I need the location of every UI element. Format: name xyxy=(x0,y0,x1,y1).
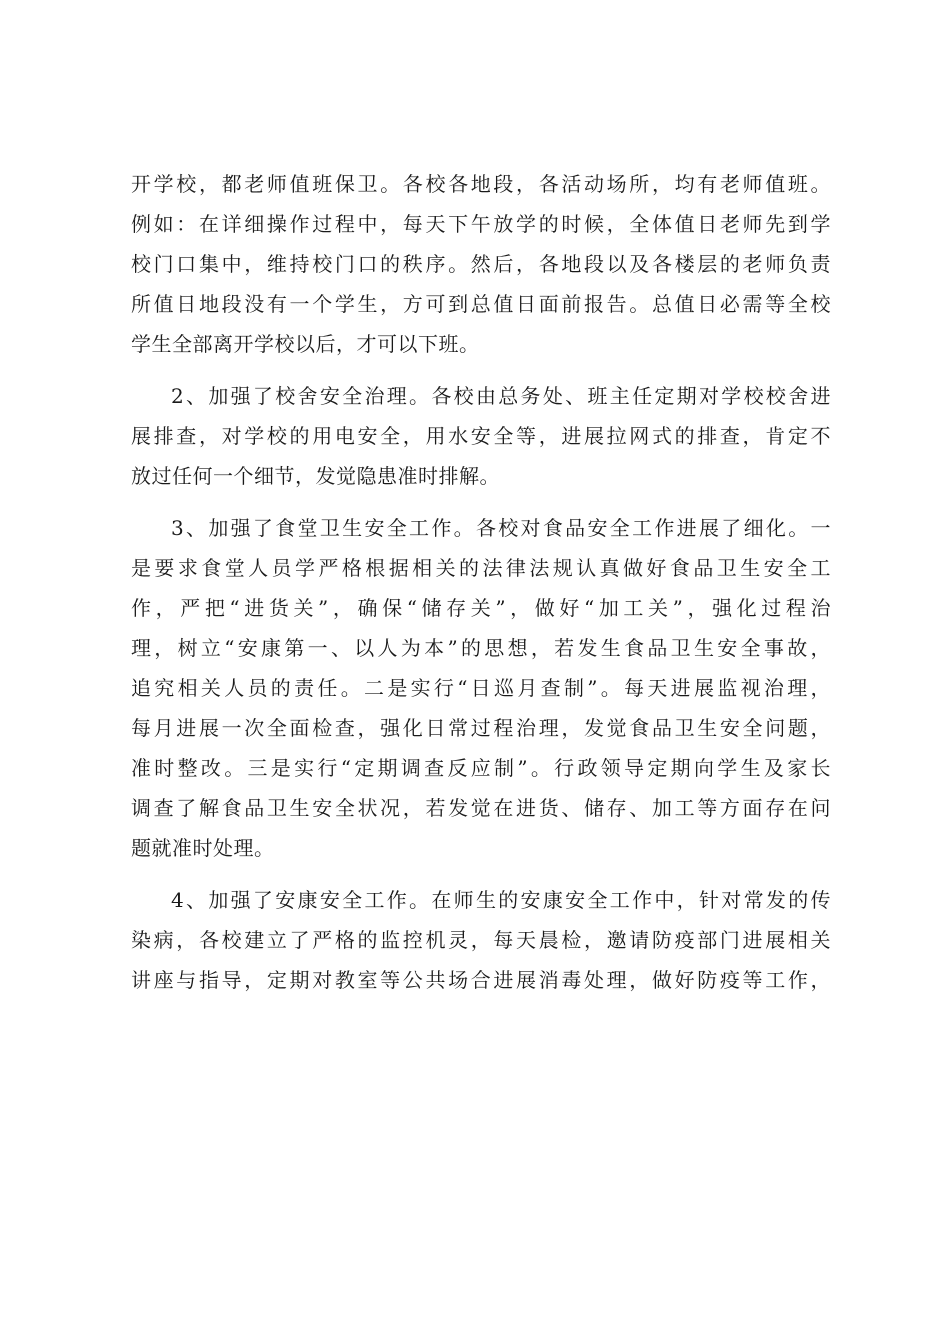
text-line: 准时整改。三是实行“定期调查反应制”。行政领导定期向学生及家长 xyxy=(131,756,831,780)
text-line: 展排查，对学校的用电安全，用水安全等，进展拉网式的排查，肯定不 xyxy=(131,424,831,448)
text-line: 开学校，都老师值班保卫。各校各地段，各活动场所，均有老师值班。 xyxy=(131,172,831,196)
text-line: 作，严把“进货关”，确保“储存关”，做好“加工关”，强化过程治 xyxy=(131,596,831,620)
text-line: 题就准时处理。 xyxy=(131,836,275,860)
text-line: 是要求食堂人员学严格根据相关的法律法规认真做好食品卫生安全工 xyxy=(131,556,831,580)
text-line: 校门口集中，维持校门口的秩序。然后，各地段以及各楼层的老师负责 xyxy=(131,252,831,276)
paragraph-4 xyxy=(131,880,831,1000)
text-line: 例如：在详细操作过程中，每天下午放学的时候，全体值日老师先到学 xyxy=(131,212,831,236)
paragraph-1 xyxy=(131,164,831,364)
text-line: 讲座与指导，定期对教室等公共场合进展消毒处理，做好防疫等工作， xyxy=(131,968,831,992)
text-line: 放过任何一个细节，发觉隐患准时排解。 xyxy=(131,464,500,488)
text-line: 每月进展一次全面检查，强化日常过程治理，发觉食品卫生安全问题， xyxy=(131,716,831,740)
text-line: 染病，各校建立了严格的监控机灵，每天晨检，邀请防疫部门进展相关 xyxy=(131,928,831,952)
paragraph-gap xyxy=(131,364,831,376)
text-line: 2、加强了校舍安全治理。各校由总务处、班主任定期对学校校舍进 xyxy=(171,384,831,408)
text-line: 所值日地段没有一个学生，方可到总值日面前报告。总值日必需等全校 xyxy=(131,292,831,316)
document-body xyxy=(131,164,831,1000)
text-line: 4、加强了安康安全工作。在师生的安康安全工作中，针对常发的传 xyxy=(171,888,831,912)
text-line: 调查了解食品卫生安全状况，若发觉在进货、储存、加工等方面存在问 xyxy=(131,796,831,820)
paragraph-gap xyxy=(131,868,831,880)
text-line: 理，树立“安康第一、以人为本”的思想，若发生食品卫生安全事故， xyxy=(131,636,831,660)
paragraph-2 xyxy=(131,376,831,496)
text-line: 追究相关人员的责任。二是实行“日巡月查制”。每天进展监视治理， xyxy=(131,676,831,700)
text-line: 3、加强了食堂卫生安全工作。各校对食品安全工作进展了细化。一 xyxy=(171,516,831,540)
paragraph-gap xyxy=(131,496,831,508)
text-line: 学生全部离开学校以后，才可以下班。 xyxy=(131,332,480,356)
paragraph-3 xyxy=(131,508,831,868)
